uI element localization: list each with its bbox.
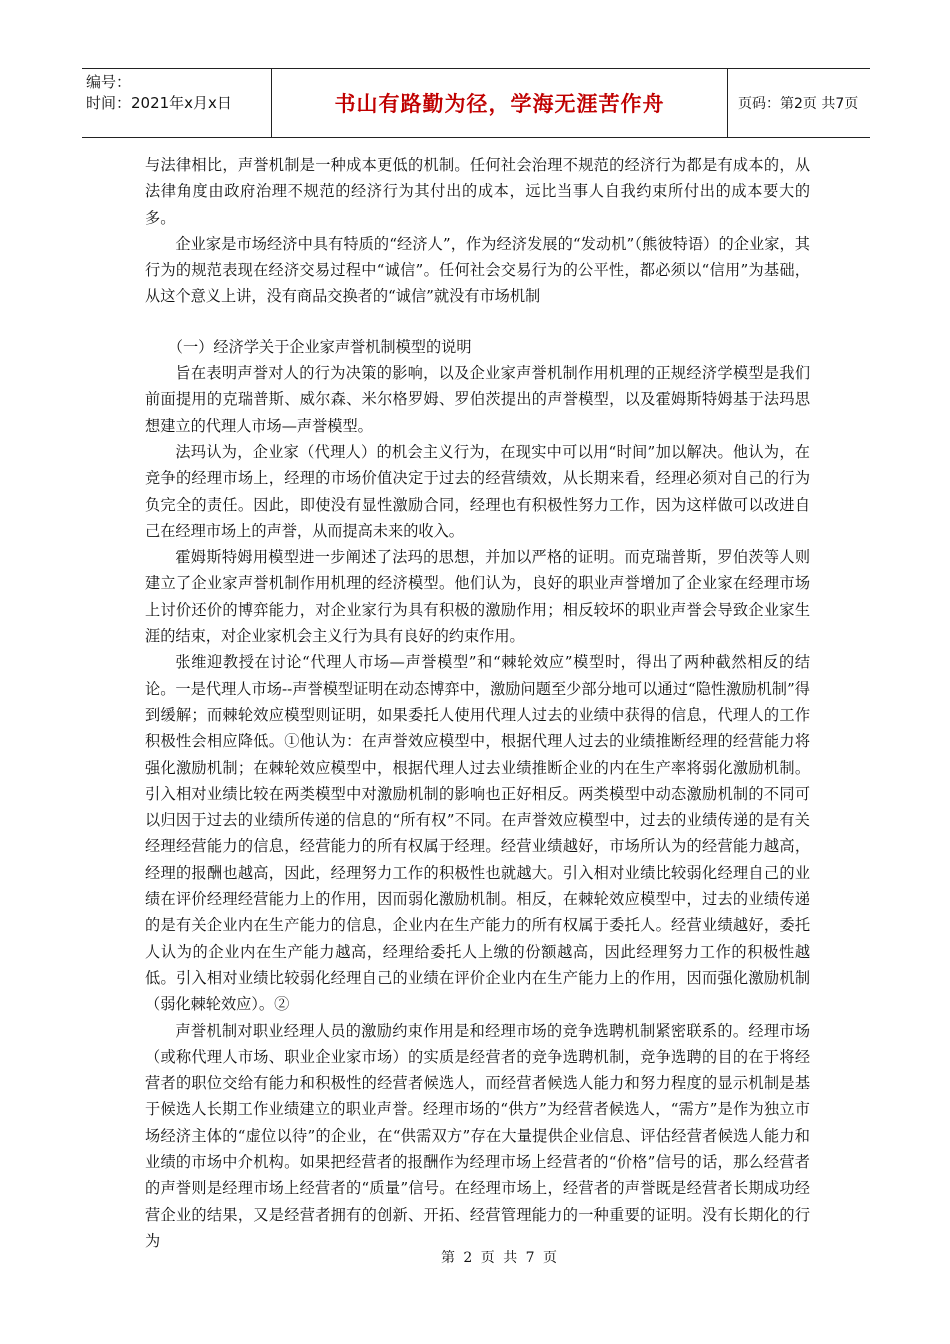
page-footer: 第 2 页 共 7 页	[440, 1250, 560, 1266]
paragraph: 与法律相比，声誉机制是一种成本更低的机制。任何社会治理不规范的经济行为都是有成本的，从法律角度由政府治理不规范的经济行为其付出的成本，远比当事人自我约束所付出的成本要大的多。	[145, 156, 810, 227]
document-number-label: 编号：	[86, 73, 132, 91]
section-heading: （一）经济学关于企业家声誉机制模型的说明	[167, 337, 472, 356]
paragraph: 企业家是市场经济中具有特质的“经济人”，作为经济发展的“发动机”（熊彼特语）的企业家，其行为的规范表现在经济交易过程中“诚信”。任何社会交易行为的公平性，都必须以“信用”为基础，从这个意义上讲，没有商品交换者的“诚信”就没有市场机制	[145, 234, 810, 306]
paragraph-gap	[145, 310, 810, 334]
document-body	[145, 152, 810, 1254]
document-date-label: 时间：2021年x月x日	[86, 94, 232, 112]
header-meta	[82, 69, 272, 137]
paragraph: 霍姆斯特姆用模型进一步阐述了法玛的思想，并加以严格的证明。而克瑞普斯，罗伯茨等人则建立了企业家声誉机制作用机理的经济模型。他们认为，良好的职业声誉增加了企业家在经理市场上讨价还价的博弈能力，对企业家行为具有积极的激励作用；相反较坏的职业声誉会导致企业家生涯的结束，对企业家机会主义行为具有良好的约束作用。	[145, 548, 810, 646]
header-motto: 书山有路勤为径，学海无涯苦作舟	[334, 92, 665, 116]
header-page-number: 页码：第2页 共7页	[738, 96, 859, 112]
paragraph: 张维迎教授在讨论“代理人市场—声誉模型”和“棘轮效应”模型时，得出了两种截然相反的结论。一是代理人市场--声誉模型证明在动态博弈中，激励问题至少部分地可以通过“隐性激励机制”得到缓解；而棘轮效应模型则证明，如果委托人使用代理人过去的业绩中获得的信息，代理人的工作积极性会相应降低。①他认为：在声誉效应模型中，根据代理人过去的业绩推断经理的经营能力将强化激励机制；在棘轮效应模型中，根据代理人过去业绩推断企业的内在生产率将弱化激励机制。引入相对业绩比较在两类模型中对激励机制的影响也正好相反。两类模型中动态激励机制的不同可以归因于过去的业绩所传递的信息的“所有权”不同。在声誉效应模型中，过去的业绩传递的是有关经理经营能力的信息，经营能力的所有权属于经理。经营业绩越好，市场所认为的经营能力越高，经理的报酬也越高，因此，经理努力工作的积极性也就越大。引入相对业绩比较弱化经理自己的业绩在评价经理经营能力上的作用，因而弱化激励机制。相反，在棘轮效应模型中，过去的业绩传递的是有关企业内在生产能力的信息，企业内在生产能力的所有权属于委托人。经营业绩越好，委托人认为的企业内在生产能力越高，经理给委托人上缴的份额越高，因此经理努力工作的积极性越低。引入相对业绩比较弱化经理自己的业绩在评价企业内在生产能力上的作用，因而强化激励机制（弱化棘轮效应）。②	[145, 653, 810, 1014]
header-motto-cell	[272, 69, 728, 137]
paragraph: 法玛认为，企业家（代理人）的机会主义行为，在现实中可以用“时间”加以解决。他认为，在竞争的经理市场上，经理的市场价值决定于过去的经营绩效，从长期来看，经理必须对自己的行为负完全的责任。因此，即使没有显性激励合同，经理也有积极性努力工作，因为这样做可以改进自己在经理市场上的声誉，从而提高未来的收入。	[145, 442, 810, 540]
paragraph: 声誉机制对职业经理人员的激励约束作用是和经理市场的竞争选聘机制紧密联系的。经理市场（或称代理人市场、职业企业家市场）的实质是经营者的竞争选聘机制，竞争选聘的目的在于将经营者的职位交给有能力和积极性的经营者候选人，而经营者候选人能力和努力程度的显示机制是基于候选人长期工作业绩建立的职业声誉。经理市场的“供方”为经营者候选人，“需方”是作为独立市场经济主体的“虚位以待”的企业，在“供需双方”存在大量提供企业信息、评估经营者候选人能力和业绩的市场中介机构。如果把经营者的报酬作为经理市场上经营者的“价格”信号的话，那么经营者的声誉则是经理市场上经营者的“质量”信号。在经理市场上，经营者的声誉既是经营者长期成功经营企业的结果，又是经营者拥有的创新、开拓、经营管理能力的一种重要的证明。没有长期化的行为	[145, 1021, 810, 1250]
header-page-cell	[728, 69, 870, 137]
paragraph: 旨在表明声誉对人的行为决策的影响，以及企业家声誉机制作用机理的正规经济学模型是我们前面提用的克瑞普斯、威尔森、米尔格罗姆、罗伯茨提出的声誉模型，以及霍姆斯特姆基于法玛思想建立的代理人市场—声誉模型。	[145, 364, 810, 435]
page-header	[82, 68, 870, 138]
